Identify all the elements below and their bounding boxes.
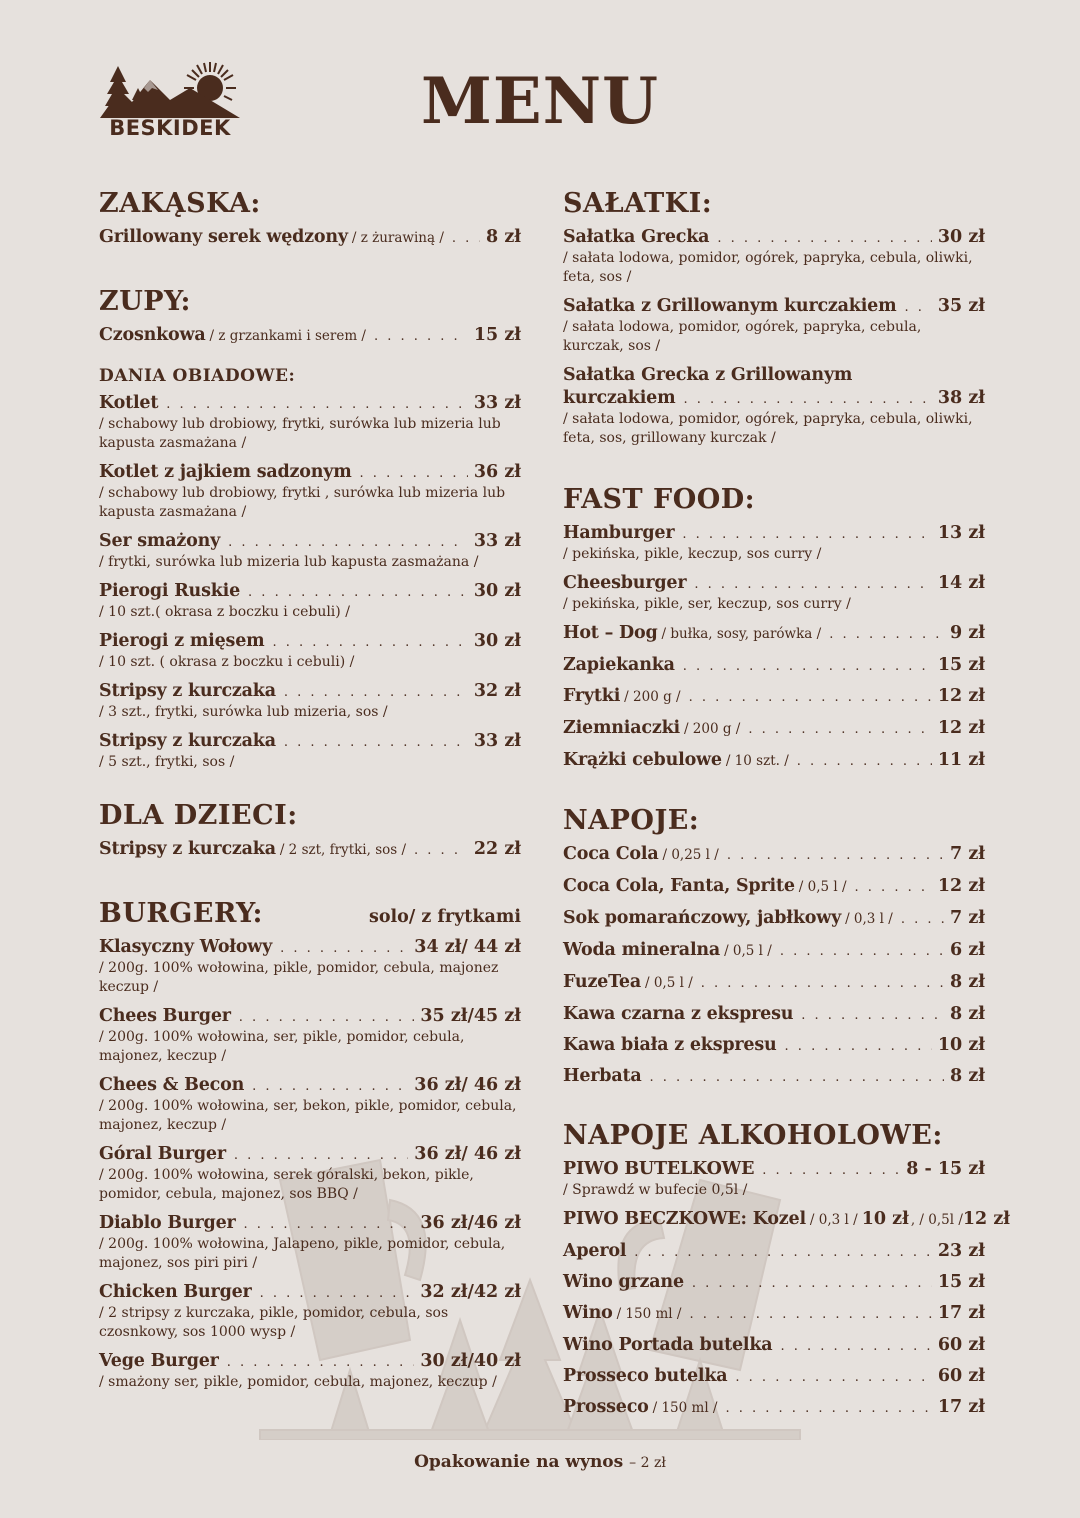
item-price: 23 zł: [937, 1241, 985, 1261]
item-price: 8 zł: [950, 972, 985, 992]
menu-item: [99, 1350, 521, 1392]
item-name: Coca Cola: [563, 844, 659, 864]
menu-item: [563, 1271, 985, 1294]
dot-leader: [374, 325, 468, 341]
menu-item: [99, 680, 521, 722]
dot-leader: [284, 731, 468, 747]
menu-item: [99, 1281, 521, 1342]
dot-leader: [748, 718, 932, 734]
item-name: FuzeTea: [563, 972, 641, 992]
item-price: 22 zł: [473, 839, 521, 859]
item-name: Stripsy z kurczaka: [99, 839, 276, 859]
item-description: / 200g. 100% wołowina, ser, pikle, pomidor, cebula, majonez, keczup /: [99, 1029, 465, 1064]
item-name: Krążki cebulowe: [563, 750, 722, 770]
menu-item: [563, 1302, 985, 1326]
dot-leader: [692, 1272, 932, 1288]
item-description: / 2 stripsy z kurczaka, pikle, pomidor, cebula, sos czosnkowy, sos 1000 wysp /: [99, 1305, 449, 1340]
item-price: 12 zł: [937, 876, 985, 896]
takeaway-label: Opakowanie na wynos: [414, 1452, 624, 1472]
dot-leader: [717, 227, 932, 243]
item-note: / 0,5 l /: [798, 879, 847, 895]
item-note: / 0,5 l /: [724, 943, 772, 959]
item-price: 36 zł/46 zł: [420, 1213, 521, 1233]
menu-item: [563, 1065, 985, 1088]
item-name: Woda mineralna: [563, 940, 721, 960]
takeaway-fee: – 2 zł: [629, 1455, 666, 1471]
item-price: 9 zł: [950, 623, 985, 643]
item-name: Hamburger: [563, 523, 675, 543]
menu-item: [563, 1365, 985, 1388]
item-name: PIWO BUTELKOWE: [563, 1159, 755, 1179]
item-description: / pekińska, pikle, keczup, sos curry /: [563, 546, 822, 562]
item-description: / 10 szt. ( okrasa z boczku i cebuli) /: [99, 654, 355, 670]
item-note: / 0,5 l /: [645, 975, 693, 991]
item-description: / 200g. 100% wołowina, serek góralski, bekon, pikle, pomidor, cebula, majonez, sos BBQ /: [99, 1167, 474, 1202]
item-name: Pierogi Ruskie: [99, 581, 241, 601]
item-description: / schabowy lub drobiowy, frytki, surówka lub mizeria lub kapusta zasmażana /: [99, 416, 501, 451]
dot-leader: [634, 1241, 932, 1257]
dot-leader: [829, 623, 944, 639]
item-note: , / 0,5l /: [910, 1212, 963, 1228]
item-description: / 10 szt.( okrasa z boczku i cebuli) /: [99, 604, 350, 620]
item-price: 15 zł: [473, 325, 521, 345]
item-price: 10 zł: [937, 1035, 985, 1055]
dot-leader: [234, 1144, 408, 1160]
item-name: Pierogi z mięsem: [99, 631, 265, 651]
item-description: / sałata lodowa, pomidor, ogórek, papryka, cebula, oliwki, feta, sos /: [563, 250, 973, 285]
item-price: 6 zł: [950, 940, 985, 960]
item-price: 8 zł: [950, 1004, 985, 1024]
item-description: / schabowy lub drobiowy, frytki , surówka lub mizeria lub kapusta zasmażana /: [99, 485, 506, 520]
item-name: Cheesburger: [563, 573, 687, 593]
menu-item: [99, 730, 521, 772]
menu-item: [563, 717, 985, 741]
dot-leader: [452, 227, 480, 243]
dot-leader: [682, 523, 932, 539]
item-description: / 3 szt., frytki, surówka lub mizeria, sos /: [99, 704, 388, 720]
menu-item: [563, 1396, 985, 1420]
item-name: Kotlet z jajkiem sadzonym: [99, 462, 352, 482]
menu-item: [563, 1003, 985, 1026]
dot-leader: [904, 296, 931, 312]
menu-item: [563, 1158, 985, 1200]
dot-leader: [780, 1335, 931, 1351]
dot-leader: [260, 1282, 415, 1298]
item-price: 38 zł: [937, 388, 985, 408]
brand-name: BESKIDEK: [109, 116, 231, 140]
menu-item: [99, 324, 521, 348]
dot-leader: [901, 908, 944, 924]
menu-item: [563, 364, 985, 448]
item-price: 30 zł: [473, 631, 521, 651]
item-name: Hot – Dog: [563, 623, 658, 643]
item-name: Góral Burger: [99, 1144, 226, 1164]
item-name: Frytki: [563, 686, 621, 706]
dot-leader: [414, 839, 468, 855]
menu-item: [99, 1212, 521, 1273]
dot-leader: [689, 1303, 931, 1319]
item-description: / 200g. 100% wołowina, Jalapeno, pikle, pomidor, cebula, majonez, sos piri piri /: [99, 1236, 506, 1271]
section-title-burgery: BURGERY:: [99, 898, 263, 929]
dot-leader: [780, 940, 944, 956]
dot-leader: [762, 1159, 900, 1175]
item-name: Ziemniaczki: [563, 718, 680, 738]
item-price: 30 zł: [473, 581, 521, 601]
menu-item: [99, 936, 521, 997]
item-price: 36 zł/ 46 zł: [414, 1144, 521, 1164]
page-title: MENU: [421, 64, 659, 139]
item-name: Wino grzane: [563, 1272, 684, 1292]
dot-leader: [694, 573, 932, 589]
menu-item: [99, 1005, 521, 1066]
item-description: / sałata lodowa, pomidor, ogórek, papryka, cebula, oliwki, feta, sos, grillowany kurczak /: [563, 411, 973, 446]
item-note: / 0,3 l /: [809, 1212, 858, 1228]
section-title-alko: NAPOJE ALKOHOLOWE:: [563, 1120, 943, 1151]
item-price: 7 zł: [950, 844, 985, 864]
item-price: 17 zł: [937, 1397, 985, 1417]
section-title-dzieci: DLA DZIECI:: [99, 800, 298, 831]
item-price: 15 zł: [937, 1272, 985, 1292]
item-note: / bułka, sosy, parówka /: [661, 626, 822, 642]
item-description: / frytki, surówka lub mizeria lub kapusta zasmażana /: [99, 554, 479, 570]
dot-leader: [166, 393, 468, 409]
item-description: / 5 szt., frytki, sos /: [99, 754, 235, 770]
item-note: / 2 szt, frytki, sos /: [279, 842, 407, 858]
item-price: 8 zł: [486, 227, 521, 247]
dot-leader: [797, 750, 932, 766]
menu-item: [99, 392, 521, 453]
item-name: Kawa biała z ekspresu: [563, 1035, 777, 1055]
item-note: / 0,25 l /: [662, 847, 719, 863]
menu-item: [99, 580, 521, 622]
item-name: Ser smażony: [99, 531, 221, 551]
item-price: 12 zł: [962, 1209, 1010, 1229]
menu-item: [563, 654, 985, 677]
menu-item: [563, 749, 985, 773]
menu-item: [563, 1334, 985, 1357]
item-name: Kawa czarna z ekspresu: [563, 1004, 794, 1024]
item-note: / 200 g /: [624, 689, 681, 705]
item-price: 11 zł: [937, 750, 985, 770]
item-price: 36 zł/ 46 zł: [414, 1075, 521, 1095]
item-price: 14 zł: [937, 573, 985, 593]
item-name: Stripsy z kurczaka: [99, 681, 276, 701]
item-price: 32 zł: [473, 681, 521, 701]
menu-item: [563, 572, 985, 614]
item-price: 34 zł/ 44 zł: [414, 937, 521, 957]
item-name: Chees & Becon: [99, 1075, 245, 1095]
dot-leader: [244, 1213, 415, 1229]
section-title-zupy: ZUPY:: [99, 286, 191, 317]
dot-leader: [785, 1035, 932, 1051]
item-note: / 150 ml /: [652, 1400, 718, 1416]
item-price: 33 zł: [473, 531, 521, 551]
takeaway-fee-note: [0, 1452, 1080, 1472]
item-name: Aperol: [563, 1241, 627, 1261]
item-name: Herbata: [563, 1066, 642, 1086]
left-column: [99, 186, 521, 1400]
item-price: 17 zł: [937, 1303, 985, 1323]
dot-leader: [801, 1004, 944, 1020]
menu-item: [563, 875, 985, 899]
item-name: kurczakiem: [563, 388, 676, 408]
menu-item: [563, 685, 985, 709]
item-price: 33 zł: [473, 731, 521, 751]
menu-item: [99, 461, 521, 522]
item-name: Sok pomarańczowy, jabłkowy: [563, 908, 842, 928]
menu-item: [563, 295, 985, 356]
item-description: / pekińska, pikle, ser, keczup, sos curry /: [563, 596, 851, 612]
item-description: / sałata lodowa, pomidor, ogórek, papryka, cebula, kurczak, sos /: [563, 319, 922, 354]
item-note: / z żurawiną /: [351, 230, 444, 246]
menu-item: [563, 1240, 985, 1263]
item-name: Chees Burger: [99, 1006, 231, 1026]
dot-leader: [683, 655, 932, 671]
menu-item: [99, 530, 521, 572]
item-name: Grillowany serek wędzony: [99, 227, 348, 247]
section-title-dania: DANIA OBIADOWE:: [99, 366, 296, 386]
item-name: Diablo Burger: [99, 1213, 236, 1233]
item-price: 30 zł/40 zł: [420, 1351, 521, 1371]
section-title-napoje: NAPOJE:: [563, 805, 700, 836]
item-price: 60 zł: [937, 1366, 985, 1386]
section-title-salatki: SAŁATKI:: [563, 188, 713, 219]
item-name: Kotlet: [99, 393, 159, 413]
item-name-line1: Sałatka Grecka z Grillowanym: [563, 365, 853, 385]
menu-item: [563, 907, 985, 931]
dot-leader: [735, 1366, 931, 1382]
item-price: 12 zł: [937, 686, 985, 706]
dot-leader: [227, 1351, 415, 1367]
item-note: / 150 ml /: [616, 1306, 682, 1322]
dot-leader: [228, 531, 468, 547]
item-price: 32 zł/42 zł: [420, 1282, 521, 1302]
item-note: / 0,3 l /: [845, 911, 893, 927]
item-price: 13 zł: [937, 523, 985, 543]
item-name: Prosseco: [563, 1397, 649, 1417]
menu-item: [99, 226, 521, 250]
item-name: Wino: [563, 1303, 613, 1323]
dot-leader: [272, 631, 467, 647]
section-title-fastfood: FAST FOOD:: [563, 484, 756, 515]
menu-item: [563, 971, 985, 995]
right-column: [563, 186, 1010, 1428]
menu-item: [99, 1143, 521, 1204]
dot-leader: [280, 937, 408, 953]
item-price: 35 zł/45 zł: [420, 1006, 521, 1026]
burger-price-header: solo/ z frytkami: [369, 907, 521, 927]
item-name: Vege Burger: [99, 1351, 219, 1371]
item-name: PIWO BECZKOWE: Kozel: [563, 1209, 806, 1229]
dot-leader: [701, 972, 944, 988]
menu-item: [563, 1034, 985, 1057]
dot-leader: [725, 1397, 931, 1413]
menu-item: [99, 630, 521, 672]
item-price: 15 zł: [937, 655, 985, 675]
dot-leader: [252, 1075, 408, 1091]
item-price: 8 - 15 zł: [906, 1159, 985, 1179]
dot-leader: [689, 686, 932, 702]
item-name: Sałatka Grecka: [563, 227, 710, 247]
menu-item: [563, 1208, 1010, 1232]
menu-item: [99, 838, 521, 862]
item-name: Sałatka z Grillowanym kurczakiem: [563, 296, 897, 316]
menu-item: [563, 939, 985, 963]
item-note: / 200 g /: [683, 721, 741, 737]
item-description: / 200g. 100% wołowina, ser, bekon, pikle, pomidor, cebula, majonez, keczup /: [99, 1098, 517, 1133]
item-name: Stripsy z kurczaka: [99, 731, 276, 751]
menu-item: [99, 1074, 521, 1135]
item-price: 30 zł: [937, 227, 985, 247]
item-name: Prosseco butelka: [563, 1366, 728, 1386]
menu-item: [563, 622, 985, 646]
item-name: Zapiekanka: [563, 655, 675, 675]
dot-leader: [650, 1066, 945, 1082]
dot-leader: [727, 844, 944, 860]
dot-leader: [239, 1006, 415, 1022]
item-name: Klasyczny Wołowy: [99, 937, 273, 957]
dot-leader: [683, 388, 931, 404]
item-description: / smażony ser, pikle, pomidor, cebula, majonez, keczup /: [99, 1374, 497, 1390]
section-title-zakaska: ZAKĄSKA:: [99, 188, 261, 219]
item-price: 8 zł: [950, 1066, 985, 1086]
item-price: 35 zł: [937, 296, 985, 316]
dot-leader: [360, 462, 468, 478]
item-price: 12 zł: [937, 718, 985, 738]
menu-item: [563, 226, 985, 287]
item-note: / 10 szt. /: [725, 753, 789, 769]
item-name: Czosnkowa: [99, 325, 206, 345]
menu-item: [563, 522, 985, 564]
item-price: 60 zł: [937, 1335, 985, 1355]
item-price: 33 zł: [473, 393, 521, 413]
item-description: / Sprawdź w bufecie 0,5l /: [563, 1182, 748, 1198]
dot-leader: [248, 581, 468, 597]
item-price: 36 zł: [473, 462, 521, 482]
item-description: / 200g. 100% wołowina, pikle, pomidor, cebula, majonez keczup /: [99, 960, 499, 995]
item-price: 10 zł: [861, 1209, 909, 1229]
item-name: Wino Portada butelka: [563, 1335, 773, 1355]
item-name: Chicken Burger: [99, 1282, 252, 1302]
item-name: Coca Cola, Fanta, Sprite: [563, 876, 795, 896]
dot-leader: [284, 681, 468, 697]
item-price: 7 zł: [950, 908, 985, 928]
dot-leader: [855, 876, 932, 892]
menu-item: [563, 843, 985, 867]
item-note: / z grzankami i serem /: [209, 328, 366, 344]
